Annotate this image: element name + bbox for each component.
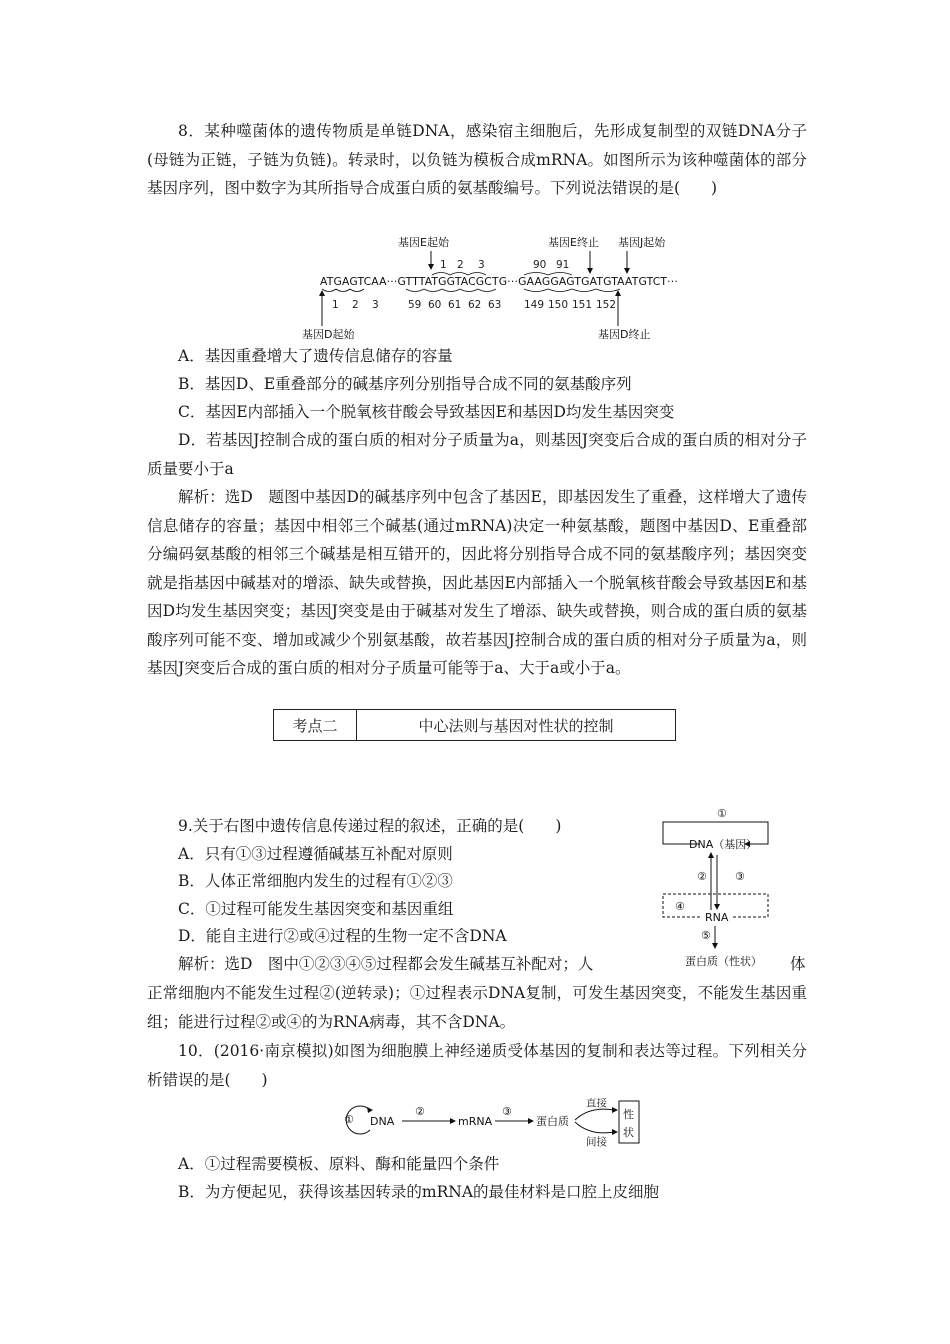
rna-label: RNA	[705, 911, 729, 924]
protein-trait-label: 蛋白质（性状）	[685, 955, 762, 968]
gene-d-start-label: 基因D起始	[302, 328, 355, 341]
d-aa-number: 149	[524, 299, 545, 311]
q9-analysis-rest: 正常细胞内不能发生过程②(逆转录)；①过程表示DNA复制，可发生基因突变，不能发生基因重组；能进行过程②或④的为RNA病毒，其不含DNA。	[147, 984, 807, 1031]
section-label: 考点二	[274, 710, 357, 741]
process-3-label: ③	[735, 870, 745, 883]
protein-label: 蛋白质	[536, 1115, 569, 1128]
process-1-label: ①	[717, 807, 727, 820]
q10-stem: 10．(2016·南京模拟)如图为细胞膜上神经递质受体基因的复制和表达等过程。下列相关分析错误的是( )	[147, 1042, 807, 1089]
mrna-label: mRNA	[458, 1115, 493, 1128]
q9-option-c: C．①过程可能发生基因突变和基因重组	[178, 900, 454, 918]
dna-label: DNA	[370, 1115, 395, 1128]
q9-option-b: B．人体正常细胞内发生的过程有①②③	[178, 872, 453, 890]
q8-option-a: A．基因重叠增大了遗传信息储存的容量	[178, 347, 453, 365]
dna-gene-label: DNA（基因）	[689, 838, 758, 851]
d-aa-number: 151	[572, 299, 593, 311]
q9-stem: 9.关于右图中遗传信息传递过程的叙述，正确的是( )	[178, 817, 562, 835]
q8-option-d: D．若基因J控制合成的蛋白质的相对分子质量为a，则基因J突变后合成的蛋白质的相对分子质量要小于a	[147, 431, 807, 478]
e-aa-number: 2	[457, 259, 464, 271]
e-aa-number: 90	[533, 259, 547, 271]
d-aa-number: 60	[428, 299, 442, 311]
process-4-label: ④	[675, 900, 685, 913]
gene-e-start-label: 基因E起始	[398, 236, 449, 249]
q9-option-a: A．只有①③过程遵循碱基互补配对原则	[178, 845, 453, 863]
d-aa-number: 63	[488, 299, 502, 311]
process-2-label: ②	[697, 870, 707, 883]
section-header	[273, 709, 676, 741]
process-5-label: ⑤	[701, 929, 711, 942]
e-aa-number: 1	[440, 259, 447, 271]
trait-label-2: 状	[623, 1126, 634, 1139]
q8-option-b: B．基因D、E重叠部分的碱基序列分别指导合成不同的氨基酸序列	[178, 375, 632, 393]
q8-option-c: C．基因E内部插入一个脱氧核苷酸会导致基因E和基因D均发生基因突变	[178, 403, 675, 421]
trait-label-1: 性	[623, 1108, 634, 1121]
d-aa-number: 62	[468, 299, 482, 311]
section-title: 中心法则与基因对性状的控制	[357, 710, 676, 741]
gene-overlap-diagram	[300, 234, 690, 344]
q10-option-a: A．①过程需要模板、原料、酶和能量四个条件	[178, 1155, 500, 1173]
indirect-label: 间接	[586, 1136, 607, 1148]
q10-option-b: B．为方便起见，获得该基因转录的mRNA的最佳材料是口腔上皮细胞	[178, 1183, 660, 1201]
q8-stem: 8．某种噬菌体的遗传物质是单链DNA，感染宿主细胞后，先形成复制型的双链DNA分子(母链为正链，子链为负链)。转录时，以负链为模板合成mRNA。如图所示为该种噬菌体的部分基因序列，图中数字为其所指导合成蛋白质的氨基酸编号。下列说法错误的是( )	[147, 122, 807, 197]
q9-analysis-tail: 体	[790, 955, 806, 973]
process-1-label: ①	[344, 1113, 354, 1126]
gene-e-end-label: 基因E终止	[548, 236, 599, 249]
d-aa-number: 152	[596, 299, 617, 311]
gene-expression-diagram	[340, 1098, 650, 1148]
d-aa-number: 1	[332, 299, 339, 311]
q8-analysis: 解析：选D 题图中基因D的碱基序列中包含了基因E，即基因发生了重叠，这样增大了遗传信息储存的容量；基因中相邻三个碱基(通过mRNA)决定一种氨基酸，题图中基因D、E重叠部分编码氨基酸的相邻三个碱基是相互错开的，因此将分别指导合成不同的氨基酸序列；基因突变就是指基因中碱基对的增添、缺失或替换，因此基因E内部插入一个脱氧核苷酸会导致基因E和基因D均发生基因突变；基因J突变是由于碱基对发生了增添、缺失或替换，则合成的蛋白质的氨基酸序列可能不变、增加或减少个别氨基酸，故若基因J控制合成的蛋白质的相对分子质量为a，则基因J突变后合成的蛋白质的相对分子质量可能等于a、大于a或小于a。	[147, 488, 807, 677]
d-aa-number: 59	[408, 299, 422, 311]
q9-analysis-text: 解析：选D 图中①②③④⑤过程都会发生碱基互补配对；人	[178, 955, 594, 973]
gene-j-start-label: 基因J起始	[618, 236, 666, 249]
q9-option-d: D．能自主进行②或④过程的生物一定不含DNA	[178, 927, 507, 945]
e-aa-number: 91	[556, 259, 570, 271]
q9-analysis-line1	[147, 950, 767, 979]
d-aa-number: 150	[548, 299, 569, 311]
d-aa-number: 2	[352, 299, 359, 311]
d-aa-number: 3	[372, 299, 379, 311]
e-aa-number: 3	[478, 259, 485, 271]
dna-sequence: ATGAGTCAA···GTTTATGGTACGCTG···GAAGGAGTGATGTAATGTCT···	[320, 275, 678, 288]
central-dogma-diagram	[655, 800, 805, 975]
process-3-label: ③	[502, 1105, 512, 1118]
gene-d-end-label: 基因D终止	[598, 328, 651, 341]
process-2-label: ②	[415, 1105, 425, 1118]
d-aa-number: 61	[448, 299, 462, 311]
direct-label: 直接	[586, 1098, 607, 1109]
